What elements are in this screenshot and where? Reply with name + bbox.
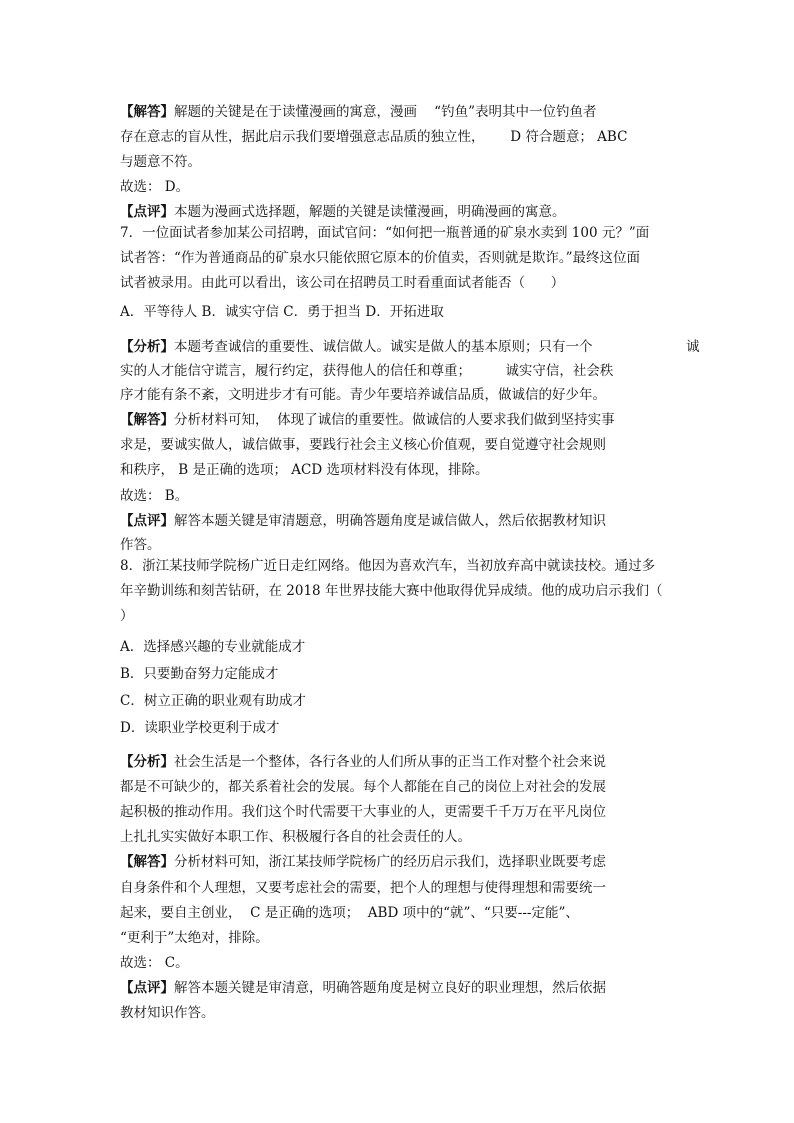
q8-answer-line-1: 【解答】分析材料可知，浙江某技师学院杨广的经历启示我们，选择职业既要考虑 [120, 854, 606, 870]
q8-comment-line-1: 【点评】解答本题关键是审清意，明确答题角度是树立良好的职业理想，然后依据 [120, 980, 606, 996]
q6-choose: 故选： D。 [120, 179, 190, 195]
q7-comment-line-2: 作答。 [120, 537, 161, 553]
q8-stem-line-3: ） [120, 608, 134, 624]
q8-analysis-line-1: 【分析】社会生活是一个整体，各行各业的人们所从事的正当工作对整个社会来说 [120, 754, 606, 770]
q6-answer-line-2: 存在意志的盲从性，据此启示我们要增强意志品质的独立性， D 符合题意； ABC [120, 129, 628, 145]
q8-analysis-line-3: 起积极的推动作用。我们这个时代需要干大事业的人，更需要千千万万在平凡岗位 [120, 804, 606, 820]
q7-analysis-right-char: 诚 [686, 339, 700, 355]
q8-answer-line-4: “更利于”太绝对，排除。 [120, 930, 269, 946]
q6-comment: 【点评】本题为漫画式选择题，解题的关键是读懂漫画，明确漫画的寓意。 [120, 204, 566, 220]
q8-analysis-line-2: 都是不可缺少的，都关系着社会的发展。每个人都能在自己的岗位上对社会的发展 [120, 779, 606, 795]
q7-options: A．平等待人 B．诚实守信 C．勇于担当 D．开拓进取 [120, 304, 444, 320]
q7-analysis-line-3: 序才能有条不紊，文明进步才有可能。青少年要培养诚信品质，做诚信的好少年。 [120, 387, 606, 403]
q7-answer-line-2: 求是，要诚实做人，诚信做事，要践行社会主义核心价值观，要自觉遵守社会规则 [120, 437, 606, 453]
q7-stem-line-2: 试者答：“作为普通商品的矿泉水只能依照它原本的价值卖，否则就是欺诈。”最终这位面 [120, 250, 641, 266]
q8-analysis-line-4: 上扎扎实实做好本职工作、积极履行各自的社会责任的人。 [120, 829, 471, 845]
q8-option-b: B．只要勤奋努力定能成才 [120, 666, 279, 682]
q8-option-c: C．树立正确的职业观有助成才 [120, 693, 306, 709]
q7-choose: 故选： B。 [120, 488, 189, 504]
q7-answer-line-1: 【解答】分析材料可知， 体现了诚信的重要性。做诚信的人要求我们做到坚持实事 [120, 412, 615, 428]
q8-option-d: D．读职业学校更利于成才 [120, 720, 280, 736]
q8-option-a: A．选择感兴趣的专业就能成才 [120, 639, 306, 655]
q7-stem-line-1: 7．一位面试者参加某公司招聘，面试官问：“如何把一瓶普通的矿泉水卖到 100 元？”面 [120, 225, 650, 241]
q8-answer-line-2: 自身条件和个人理想，又要考虑社会的需要，把个人的理想与使得理想和需要统一 [120, 880, 606, 896]
q8-comment-line-2: 教材知识作答。 [120, 1005, 215, 1021]
q8-stem-line-2: 年辛勤训练和刻苦钻研，在 2018 年世界技能大赛中他取得优异成绩。他的成功启示我们（ [120, 583, 663, 599]
q7-analysis-line-2: 实的人才能信守谎言，履行约定，获得他人的信任和尊重； 诚实守信，社会秩 [120, 363, 614, 379]
q6-answer-line-3: 与题意不符。 [120, 154, 201, 170]
q6-answer-line-1: 【解答】解题的关键是在于读懂漫画的寓意，漫画 “钓鱼”表明其中一位钓鱼者 [120, 104, 597, 120]
q7-answer-line-3: 和秩序， B 是正确的选项； ACD 选项材料没有体现，排除。 [120, 462, 489, 478]
q7-analysis-line-1: 【分析】本题考查诚信的重要性、诚信做人。诚实是做人的基本原则；只有一个 [120, 339, 593, 355]
q7-stem-line-3: 试者被录用。由此可以看出，该公司在招聘员工时看重面试者能否（ ） [120, 275, 565, 291]
q8-answer-line-3: 起来，要自主创业， C 是正确的选项； ABD 项中的“就”、“只要---定能”、 [120, 905, 579, 921]
q8-stem-line-1: 8．浙江某技师学院杨广近日走红网络。他因为喜欢汽车，当初放弃高中就读技校。通过多 [120, 558, 656, 574]
q7-comment-line-1: 【点评】解答本题关键是审清题意，明确答题角度是诚信做人，然后依据教材知识 [120, 513, 606, 529]
q8-choose: 故选： C。 [120, 955, 189, 971]
